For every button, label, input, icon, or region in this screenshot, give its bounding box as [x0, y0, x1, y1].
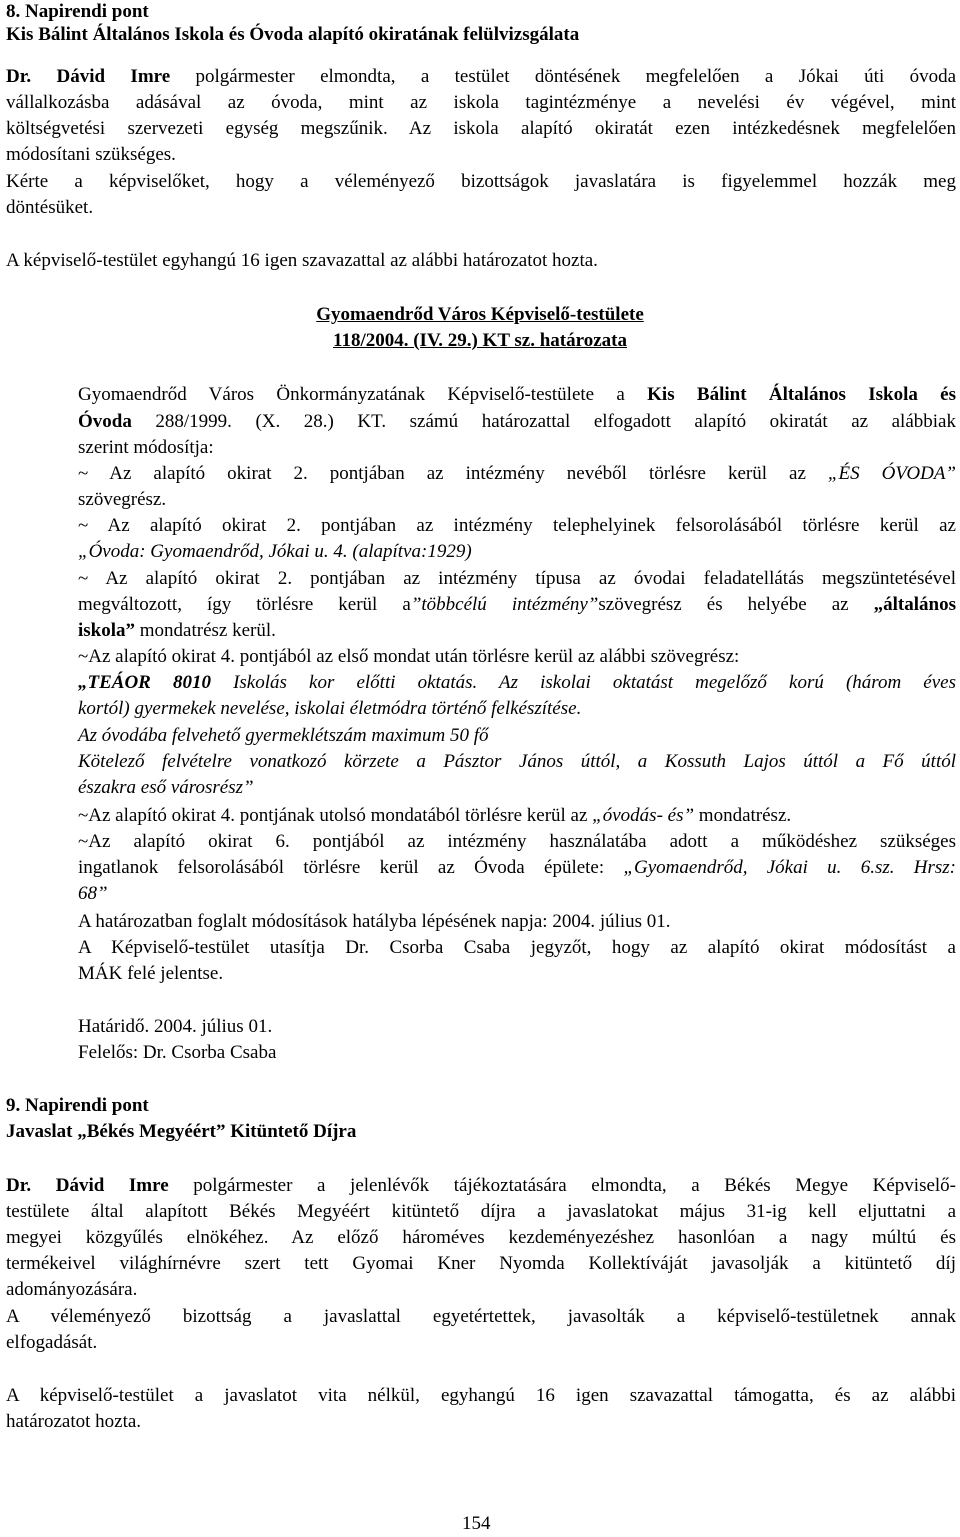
resolution-body: Gyomaendrőd Város Képviselő-testülete — [316, 304, 644, 325]
mod3-line-3 — [78, 619, 276, 643]
item9-heading-title: Javaslat „Békés Megyéért” Kitüntető Díjra — [6, 1121, 357, 1142]
item8-heading-title: Kis Bálint Általános Iskola és Óvoda alapító okiratának felülvizsgálata — [6, 24, 580, 45]
item9-heading-number: 9. Napirendi pont — [6, 1095, 149, 1116]
resolution-text: Gyomaendrőd Város Önkormányzatának Képviselő-testülete a — [78, 384, 648, 405]
item8-vote-line: A képviselő-testület egyhangú 16 igen szavazattal az alábbi határozatot hozta. — [6, 250, 598, 271]
responsible: Felelős: Dr. Csorba Csaba — [78, 1042, 277, 1063]
mod5-line — [78, 804, 791, 828]
mod-text: mondatrész kerül. — [135, 620, 276, 641]
quoted-text: „óvodás- és” — [592, 805, 695, 826]
item9-line-2: testülete által alapított Békés Megyéért kitüntető díjra a javaslatokat május 31-ig kell eljuttatni a — [6, 1201, 956, 1222]
mod1-line-2: szövegrész. — [78, 489, 167, 510]
mod1-line-1 — [78, 462, 956, 486]
mod2-line-1: ~ Az alapító okirat 2. pontjában az intézmény telephelyinek felsorolásából törlésre kerül az — [78, 515, 956, 536]
resolution-text: 288/1999. (X. 28.) KT. számú határozattal elfogadott alapító okiratát az alábbiak — [131, 411, 956, 432]
item9-line-8: A képviselő-testület a javaslatot vita nélkül, egyhangú 16 igen szavazattal támogatta, és az alábbi — [6, 1385, 956, 1406]
item8-intro-line-1 — [6, 65, 956, 89]
instruction-line-1: A Képviselő-testület utasítja Dr. Csorba Csaba jegyzőt, hogy az alapító okirat módosítást a — [78, 937, 956, 958]
mod4-line-6: északra eső városrész” — [78, 777, 254, 798]
intro-text: polgármester elmondta, a testület döntésének megfelelően a Jókai úti óvoda — [195, 66, 957, 87]
item9-line-3: megyei közgyűlés elnökéhez. Az előző hároméves kezdeményezéshez hasonlóan a nagy múltú és — [6, 1227, 956, 1248]
school-name: Kis Bálint Általános Iskola és — [647, 384, 956, 405]
item8-intro-line-5: Kérte a képviselőket, hogy a véleményező bizottságok javaslatára is figyelemmel hozzák meg — [6, 171, 956, 192]
mod4-line-2 — [78, 671, 956, 695]
quoted-text: „Gyomaendrőd, Jókai u. 6.sz. Hrsz: — [623, 857, 957, 878]
school-name-end: Óvoda — [78, 411, 132, 432]
deadline: Határidő. 2004. július 01. — [78, 1016, 273, 1037]
resolution-number: 118/2004. (IV. 29.) KT sz. határozata — [333, 330, 627, 351]
item8-heading-number: 8. Napirendi pont — [6, 1, 149, 22]
item9-line-4: termékeivel világhírnévre szert tett Gyomai Kner Nyomda Kollektíváját javasolják a kitüntető díj — [6, 1253, 956, 1274]
mod-text: ~Az alapító okirat 4. pontjának utolsó mondatából törlésre kerül az — [78, 805, 593, 826]
mod4-line-3: kortól) gyermekek nevelése, iskolai életmódra történő felkészítése. — [78, 698, 582, 719]
item8-intro-line-3: költségvetési szervezeti egység megszűnik. Az iskola alapító okiratát ezen intézkedésnek megfelelően — [6, 118, 956, 139]
resolution-line-2 — [78, 410, 956, 434]
quoted-text: Iskolás kor előtti oktatás. Az iskolai oktatást megelőző korú (három éves — [210, 672, 956, 693]
item9-line-7: elfogadását. — [6, 1332, 98, 1353]
mod4-line-5: Kötelező felvételre vonatkozó körzete a Pásztor János úttól, a Kossuth Lajos úttól a Fő úttól — [78, 751, 956, 772]
item8-intro-line-4: módosítani szükséges. — [6, 144, 176, 165]
mod-text: ~ Az alapító okirat 2. pontjában az intézmény nevéből törlésre kerül az — [78, 463, 828, 484]
item8-intro-line-2: vállalkozásba adásával az óvoda, mint az iskola tagintézménye a nevelési év végével, mint — [6, 92, 956, 113]
quoted-bold-text: „általános — [873, 594, 957, 615]
mod3-line-1: ~ Az alapító okirat 2. pontjában az intézmény típusa az óvodai feladatellátás megszüntetésével — [78, 568, 956, 589]
speaker-name: Dr. Dávid Imre — [6, 1175, 169, 1196]
page-number: 154 — [462, 1513, 491, 1534]
mod-text: szövegrész és helyébe az — [598, 594, 874, 615]
resolution-line-1 — [78, 383, 956, 407]
quoted-text: „ÉS ÓVODA” — [827, 463, 956, 484]
mod6-line-2 — [78, 856, 956, 880]
mod3-line-2 — [78, 593, 956, 617]
item9-line-9: határozatot hozta. — [6, 1411, 142, 1432]
quoted-text: ”többcélú intézmény” — [410, 594, 599, 615]
item9-line-1 — [6, 1174, 956, 1198]
item9-line-6: A véleményező bizottság a javaslattal egyetértettek, javasolták a képviselő-testületnek annak — [6, 1306, 956, 1327]
item9-text: polgármester a jelenlévők tájékoztatására elmondta, a Békés Megye Képviselő- — [193, 1175, 956, 1196]
teaor-code: „TEÁOR 8010 — [78, 672, 211, 693]
item8-intro-line-6: döntésüket. — [6, 197, 94, 218]
item9-line-5: adományozására. — [6, 1279, 138, 1300]
mod-text: megváltozott, így törlésre kerül a — [78, 594, 411, 615]
mod-text: mondatrész. — [694, 805, 792, 826]
mod4-line-1: ~Az alapító okirat 4. pontjából az első mondat után törlésre kerül az alábbi szövegrész: — [78, 646, 740, 667]
resolution-line-3: szerint módosítja: — [78, 437, 214, 458]
mod6-line-3: 68” — [78, 883, 108, 904]
mod2-line-2: „Óvoda: Gyomaendrőd, Jókai u. 4. (alapítva:1929) — [78, 541, 472, 562]
speaker-name: Dr. Dávid Imre — [6, 66, 171, 87]
mod6-line-1: ~Az alapító okirat 6. pontjából az intézmény használatába adott a működéshez szükséges — [78, 831, 956, 852]
mod-text: ingatlanok felsorolásából törlésre kerül az Óvoda épülete: — [78, 857, 624, 878]
quoted-bold-text: iskola” — [78, 620, 136, 641]
effective-date-line: A határozatban foglalt módosítások hatályba lépésének napja: 2004. július 01. — [78, 911, 671, 932]
mod4-line-4: Az óvodába felvehető gyermeklétszám maximum 50 fő — [78, 725, 489, 746]
instruction-line-2: MÁK felé jelentse. — [78, 963, 224, 984]
